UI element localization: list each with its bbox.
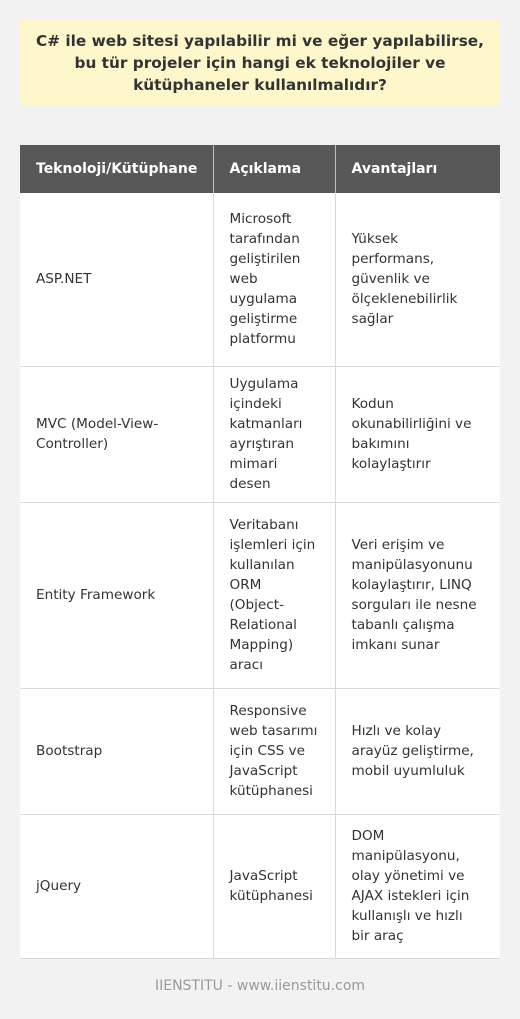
cell-description: JavaScript kütüphanesi <box>213 814 335 958</box>
cell-description: Uygulama içindeki katmanları ayrıştıran mimari desen <box>213 366 335 502</box>
cell-description: Veritabanı işlemleri için kullanılan ORM (Object-Relational Mapping) aracı <box>213 502 335 688</box>
question-title: C# ile web sitesi yapılabilir mi ve eğer yapılabilirse, bu tür projeler için hangi ek teknolojiler ve kütüphaneler kullanılmalıdır? <box>36 32 484 94</box>
cell-advantages: Veri erişim ve manipülasyonunu kolaylaştırır, LINQ sorguları ile nesne tabanlı çalışma imkanı sunar <box>335 502 500 688</box>
header-advantages: Avantajları <box>335 145 500 193</box>
table-row <box>20 366 500 502</box>
table-row <box>20 688 500 814</box>
cell-technology: MVC (Model-View-Controller) <box>20 366 213 502</box>
cell-description: Microsoft tarafından geliştirilen web uygulama geliştirme platformu <box>213 193 335 366</box>
question-title-box <box>20 20 500 106</box>
cell-advantages: Yüksek performans, güvenlik ve ölçeklenebilirlik sağlar <box>335 193 500 366</box>
cell-advantages: Kodun okunabilirliğini ve bakımını kolaylaştırır <box>335 366 500 502</box>
header-technology: Teknoloji/Kütüphane <box>20 145 213 193</box>
cell-technology: Bootstrap <box>20 688 213 814</box>
cell-advantages: Hızlı ve kolay arayüz geliştirme, mobil uyumluluk <box>335 688 500 814</box>
footer-credit: IIENSTITU - www.iienstitu.com <box>154 978 366 994</box>
cell-technology: ASP.NET <box>20 193 213 366</box>
table-row <box>20 193 500 366</box>
cell-technology: jQuery <box>20 814 213 958</box>
table-row <box>20 814 500 958</box>
cell-advantages: DOM manipülasyonu, olay yönetimi ve AJAX istekleri için kullanışlı ve hızlı bir araç <box>335 814 500 958</box>
header-description: Açıklama <box>213 145 335 193</box>
cell-technology: Entity Framework <box>20 502 213 688</box>
technology-table <box>20 145 500 959</box>
table-header-row <box>20 145 500 193</box>
cell-description: Responsive web tasarımı için CSS ve JavaScript kütüphanesi <box>213 688 335 814</box>
table-row <box>20 502 500 688</box>
